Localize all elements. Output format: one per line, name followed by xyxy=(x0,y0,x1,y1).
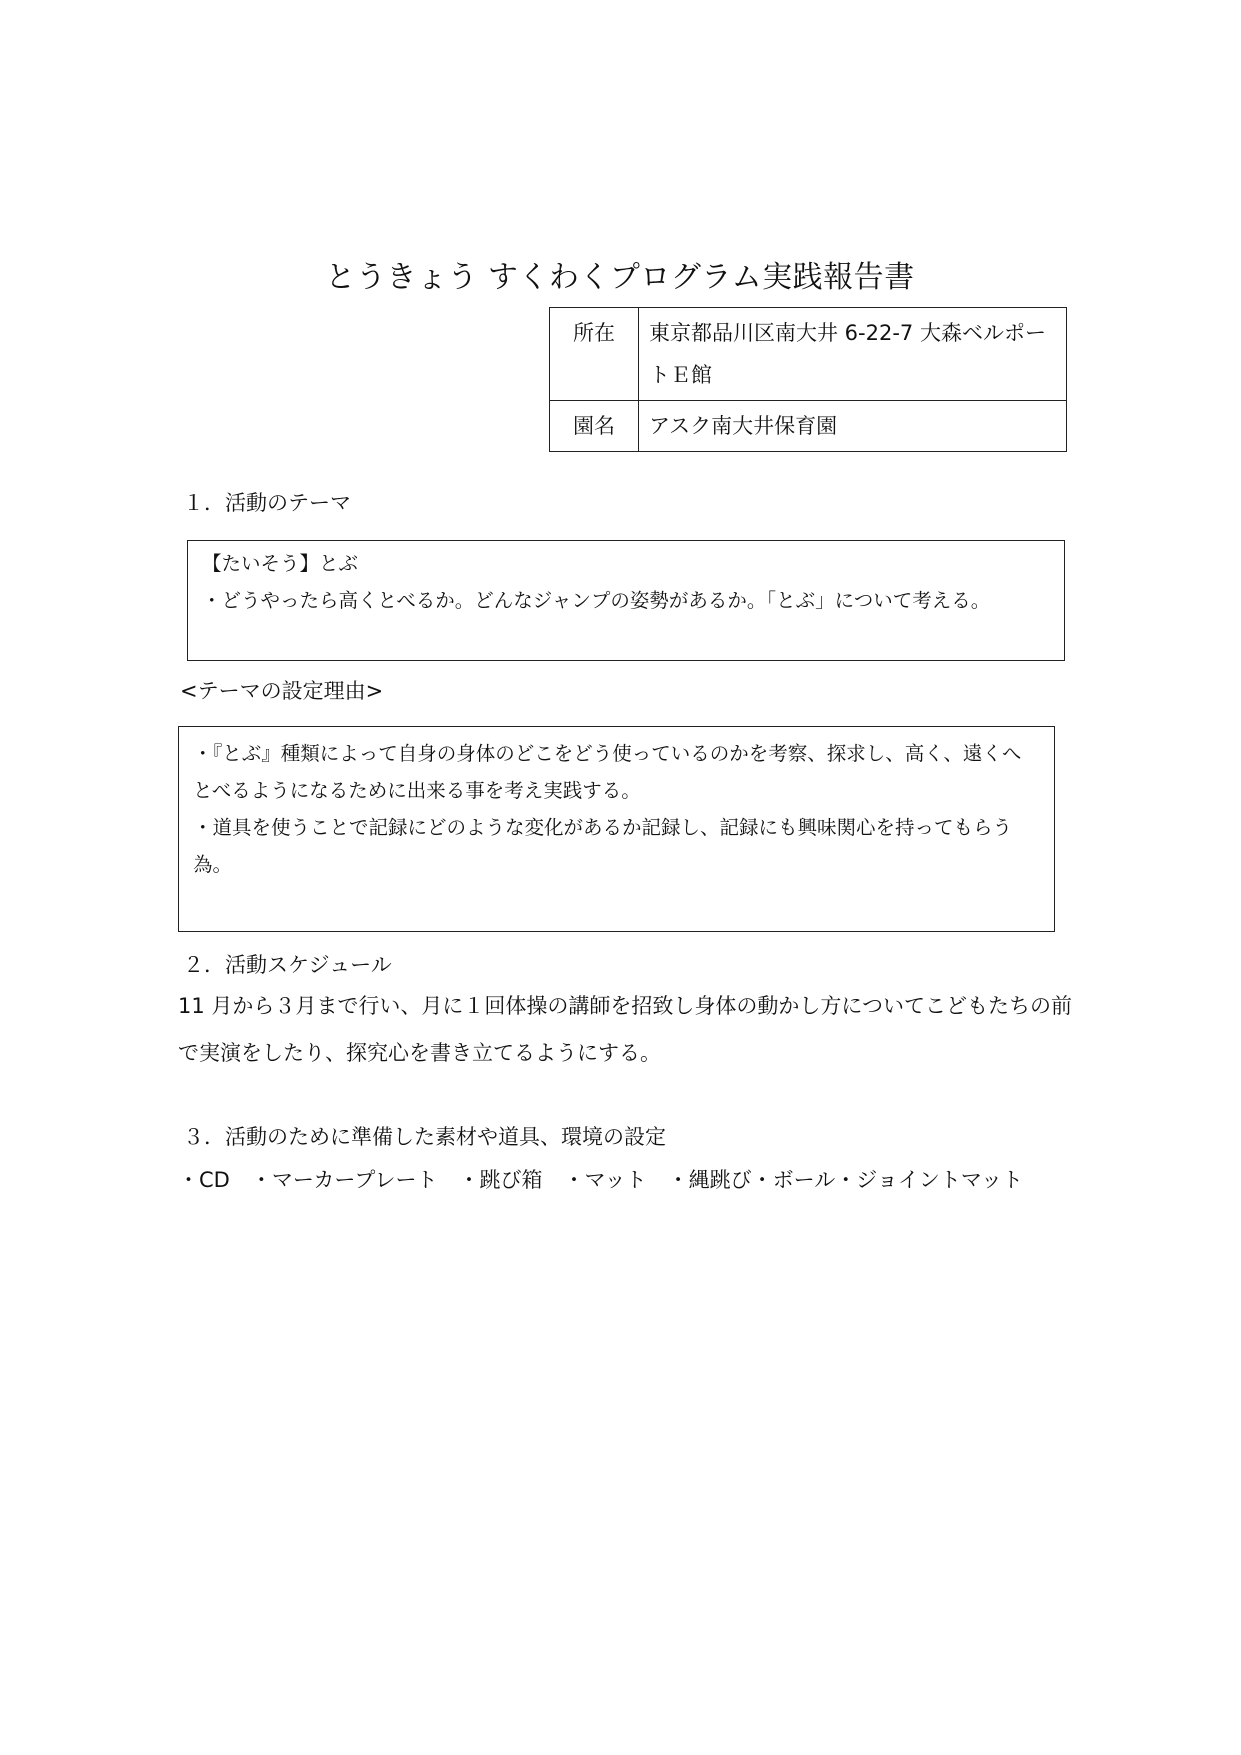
location-label: 所在 xyxy=(550,308,639,401)
schedule-text: 11 月から３月まで行い、月に１回体操の講師を招致し身体の動かし方についてこどもたちの前で実演をしたり、探究心を書き立てるようにする。 xyxy=(178,994,1072,1065)
theme-line: 【たいそう】とぶ xyxy=(202,552,359,575)
nursery-name-row xyxy=(550,401,1067,452)
reason-line: ・道具を使うことで記録にどのような変化があるか記録し、記録にも興味関心を持ってもらう為。 xyxy=(193,816,1013,876)
reason-box xyxy=(178,726,1055,932)
materials-list: ・CD ・マーカープレート ・跳び箱 ・マット ・縄跳び・ボール・ジョイントマット xyxy=(178,1168,1023,1192)
nursery-name-label: 園名 xyxy=(550,401,639,452)
theme-line: ・どうやったら高くとべるか。どんなジャンプの姿勢があるか。「とぶ」について考える。 xyxy=(202,589,991,612)
theme-box xyxy=(187,540,1065,661)
reason-heading: <テーマの設定理由> xyxy=(180,679,384,703)
section2-heading: ２．活動スケジュール xyxy=(183,953,392,977)
location-value: 東京都品川区南大井 6-22-7 大森ベルポートＥ館 xyxy=(639,308,1067,401)
reason-line: ・『とぶ』種類によって自身の身体のどこをどう使っているのかを考察、探求し、高く、遠くへとべるようになるために出来る事を考え実践する。 xyxy=(193,742,1022,802)
location-row xyxy=(550,308,1067,401)
section3-heading: ３．活動のために準備した素材や道具、環境の設定 xyxy=(183,1125,666,1149)
section1-heading: １．活動のテーマ xyxy=(183,491,351,515)
nursery-name-value: アスク南大井保育園 xyxy=(639,401,1067,452)
document-title: とうきょう すくわくプログラム実践報告書 xyxy=(325,260,915,295)
info-table xyxy=(549,307,1067,452)
